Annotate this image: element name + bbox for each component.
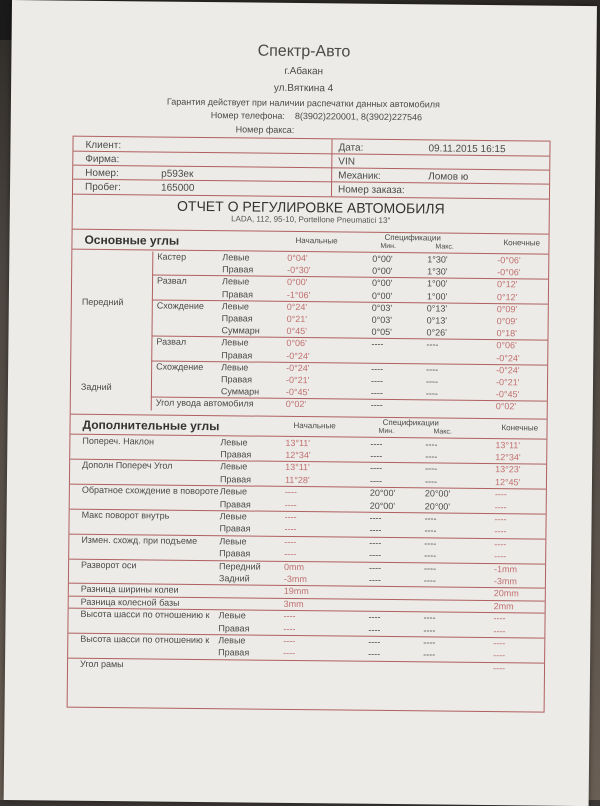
divider	[151, 336, 547, 341]
row-min: ----	[369, 537, 382, 548]
row-min: ----	[370, 463, 383, 474]
row-max: 0°26'	[426, 327, 447, 338]
row-group: Разница колесной базы	[80, 596, 180, 608]
col-max: Макс.	[433, 428, 452, 436]
row-initial: ----	[284, 549, 297, 560]
rear-label: Задний	[80, 381, 112, 393]
row-max: ----	[424, 525, 437, 536]
row-initial: ----	[284, 511, 297, 523]
row-max: ----	[424, 550, 437, 561]
mechanic-value: Ломов ю	[428, 171, 469, 183]
divider	[69, 558, 545, 564]
row-final: 13°23'	[495, 464, 521, 475]
row-initial: 0°45'	[286, 326, 307, 337]
street: ул.Вяткина 4	[273, 82, 334, 95]
phone-value: 8(3902)220001, 8(3902)227546	[294, 110, 423, 123]
row-initial: ----	[284, 499, 297, 510]
row-side: Передний	[219, 560, 261, 572]
row-min: ----	[370, 450, 383, 461]
vin-label: VIN	[338, 156, 356, 168]
row-initial: -0°45'	[285, 387, 310, 398]
divider	[152, 299, 548, 304]
row-final: -0°06'	[497, 255, 521, 266]
divider	[151, 251, 154, 410]
divider	[68, 657, 544, 663]
row-initial: 0°24'	[286, 301, 308, 312]
row-final: 13°11'	[495, 439, 521, 450]
row-max: ----	[423, 649, 436, 660]
row-group: Обратное схождение в повороте	[81, 484, 219, 497]
row-initial: 19mm	[283, 586, 309, 597]
row-max: ----	[424, 476, 438, 487]
row-initial: ----	[284, 524, 297, 535]
row-group: Развал	[156, 336, 187, 348]
row-max: ----	[425, 463, 438, 474]
row-group: Кастер	[157, 251, 187, 262]
row-initial: 12°34'	[285, 449, 311, 461]
row-side: Правая	[219, 498, 251, 510]
col-spec: Спецификации	[384, 232, 441, 243]
row-min: ----	[369, 562, 382, 573]
row-final: ----	[493, 650, 506, 661]
row-initial: -3mm	[283, 573, 308, 585]
row-initial: -0°21'	[285, 374, 310, 386]
row-initial: ----	[283, 648, 296, 659]
col-min: Мин.	[378, 427, 395, 435]
row-max: 20°00'	[424, 488, 451, 499]
row-initial: 0°21'	[286, 313, 308, 325]
row-min: ----	[368, 574, 382, 585]
city: г.Абакан	[284, 65, 324, 78]
row-initial: 11°28'	[284, 474, 310, 485]
row-max: ----	[426, 339, 439, 350]
section-heading: Дополнительные углы	[82, 417, 220, 433]
row-group: Высота шасси по отношению к	[80, 608, 210, 621]
col-final: Конечные	[503, 238, 541, 248]
row-initial: -0°24'	[286, 350, 310, 361]
row-side: Левые	[218, 635, 246, 646]
date-label: Дата:	[338, 142, 364, 154]
row-side: Правая	[222, 264, 254, 275]
row-final: 0°12'	[496, 279, 518, 290]
row-final: -0°24'	[496, 352, 520, 363]
warranty-note: Гарантия действует при наличии распечатки данных автомобиля	[166, 96, 440, 110]
date-value: 09.11.2015 16:15	[428, 143, 506, 156]
row-group: Развал	[157, 275, 187, 287]
row-max: 1°30'	[427, 254, 448, 265]
row-final: 0°06'	[496, 340, 517, 351]
row-min: ----	[369, 475, 383, 486]
number-value: р593ек	[161, 168, 194, 180]
row-max: ----	[423, 612, 436, 623]
report-title: ОТЧЕТ О РЕГУЛИРОВКЕ АВТОМОБИЛЯ	[176, 197, 445, 217]
col-max: Макс.	[435, 243, 454, 251]
row-initial: -1°06'	[286, 289, 311, 300]
row-min: ----	[368, 636, 381, 647]
row-final: ----	[492, 662, 506, 673]
row-initial: ----	[284, 536, 297, 547]
row-initial: 0°06'	[286, 338, 307, 349]
divider	[73, 179, 549, 185]
row-max: ----	[425, 376, 439, 387]
row-min: 0°03'	[371, 314, 393, 325]
row-final: ----	[493, 613, 506, 624]
row-max: ----	[426, 364, 439, 375]
row-final: 0°18'	[496, 328, 517, 339]
row-final: 0°09'	[496, 303, 518, 315]
row-initial: ----	[283, 623, 296, 634]
row-min: ----	[368, 611, 381, 623]
row-side: Левые	[221, 362, 249, 373]
row-initial: ----	[283, 635, 296, 647]
row-final: ----	[493, 625, 506, 636]
company-name: Спектр-Авто	[257, 42, 351, 61]
phone-label: Номер телефона:	[210, 110, 285, 121]
divider	[151, 360, 547, 365]
row-final: 12°45'	[494, 476, 521, 488]
row-final: 0°09'	[496, 316, 518, 327]
phone-line	[211, 110, 422, 122]
mileage-label: Пробег:	[84, 181, 122, 194]
row-max: ----	[424, 562, 437, 574]
row-min: 0°00'	[372, 278, 393, 289]
paper-sheet	[4, 0, 597, 806]
row-group: Угол рамы	[80, 658, 124, 670]
row-group: Разница ширины колеи	[80, 584, 179, 596]
row-final: -0°06'	[497, 267, 521, 278]
row-final: ----	[494, 538, 507, 550]
row-initial: 3mm	[283, 598, 304, 609]
row-initial: ----	[283, 611, 296, 622]
row-max: 0°13'	[426, 315, 448, 326]
row-min: ----	[370, 387, 383, 399]
row-final: -0°45'	[495, 389, 520, 400]
order-label: Номер заказа:	[337, 184, 405, 197]
row-max: ----	[425, 388, 438, 399]
row-side: Правая	[218, 647, 250, 658]
col-initial: Начальные	[295, 235, 338, 246]
row-side: Правая	[220, 374, 253, 385]
row-group: Схождение	[156, 361, 204, 372]
row-side: Левые	[221, 337, 249, 348]
row-group: Дополн Попереч Угол	[82, 460, 173, 472]
row-final: ----	[494, 514, 507, 525]
row-side: Левые	[218, 610, 246, 621]
row-min: ----	[371, 339, 384, 350]
col-min: Мин.	[380, 242, 397, 251]
row-final: ----	[494, 551, 507, 562]
row-side: Левые	[219, 511, 247, 522]
row-group: Измен. схожд. при подъеме	[81, 534, 198, 546]
row-final: -3mm	[493, 576, 517, 587]
row-max: 1°00'	[426, 278, 448, 289]
row-initial: 13°11'	[285, 437, 311, 448]
row-side: Левые	[221, 301, 250, 312]
row-side: Суммарн	[220, 386, 260, 397]
row-min: ----	[370, 375, 384, 386]
row-initial: 0mm	[284, 561, 305, 572]
row-max: ----	[424, 513, 437, 524]
row-side: Суммарн	[221, 325, 260, 336]
row-final: 2mm	[493, 600, 514, 612]
row-min: 20°00'	[369, 487, 396, 499]
row-min: ----	[369, 512, 382, 523]
row-side: Правая	[219, 474, 252, 485]
section-heading: Основные углы	[84, 232, 180, 248]
divider	[72, 249, 548, 255]
report-frame	[67, 136, 551, 713]
row-group: Разворот оси	[81, 559, 137, 570]
row-side: Правая	[219, 548, 251, 559]
row-initial: ----	[284, 487, 297, 498]
row-min: ----	[370, 400, 383, 411]
row-final: 20mm	[493, 588, 519, 599]
row-min: ----	[371, 363, 384, 374]
row-max: ----	[425, 451, 438, 462]
row-max: 20°00'	[424, 500, 451, 512]
row-side: Правая	[220, 449, 252, 460]
row-min: ----	[368, 649, 381, 660]
row-max: ----	[423, 575, 436, 586]
row-final: -0°21'	[495, 377, 520, 388]
row-min: ----	[369, 525, 382, 536]
row-side: Левые	[220, 461, 248, 472]
row-min: 0°00'	[371, 290, 393, 301]
front-label: Передний	[81, 296, 124, 308]
row-side: Правая	[221, 313, 253, 324]
report-subtitle: LADA, 112, 95-10, Portellone Pneumatici 13"	[231, 214, 391, 225]
row-min: 0°00'	[372, 265, 393, 277]
row-side: Левые	[222, 252, 250, 263]
row-side: Левые	[220, 436, 248, 448]
col-final: Конечные	[501, 422, 539, 433]
row-min: ----	[369, 549, 382, 561]
row-final: 12°34'	[495, 452, 521, 463]
row-min: ----	[370, 438, 383, 449]
row-side: Задний	[218, 573, 250, 584]
row-final: ----	[494, 489, 507, 500]
row-initial: 0°04'	[287, 252, 308, 264]
row-min: 20°00'	[369, 500, 396, 511]
row-max: ----	[425, 438, 438, 450]
fax-label: Номер факса:	[235, 124, 295, 135]
row-final: ----	[494, 526, 507, 537]
row-group: Высота шасси по отношению к	[80, 633, 210, 646]
row-min: 0°00'	[372, 253, 393, 265]
row-final: -0°24'	[496, 364, 520, 376]
row-min: 0°05'	[371, 326, 392, 338]
row-side: Правая	[221, 349, 253, 361]
row-final: ----	[494, 501, 507, 512]
row-initial: -0°30'	[287, 265, 311, 276]
row-final: 0°02'	[495, 401, 517, 412]
row-final: ----	[493, 638, 506, 649]
row-group: Угол увода автомобиля	[155, 397, 254, 409]
divider	[73, 165, 549, 171]
row-group: Попереч. Наклон	[82, 435, 155, 447]
row-side: Левые	[219, 486, 248, 497]
row-max: 1°00'	[426, 290, 448, 302]
col-spec: Спецификации	[382, 417, 439, 428]
row-initial: -0°24'	[286, 362, 310, 373]
row-final: 0°12'	[496, 291, 518, 302]
mileage-value: 165000	[160, 182, 195, 194]
row-side: Правая	[219, 523, 251, 534]
firm-label: Фирма:	[85, 153, 120, 166]
col-initial: Начальные	[293, 420, 336, 431]
number-label: Номер:	[85, 167, 119, 180]
row-max: ----	[424, 538, 437, 549]
row-group: Макс поворот внутрь	[81, 509, 170, 521]
row-final: -1mm	[494, 563, 518, 574]
row-min: ----	[368, 624, 381, 635]
row-initial: 13°11'	[285, 462, 310, 473]
row-initial: 0°00'	[287, 277, 308, 288]
row-max: 0°13'	[426, 303, 448, 314]
client-label: Клиент:	[85, 139, 122, 152]
row-side: Правая	[218, 622, 250, 634]
row-max: ----	[423, 624, 436, 636]
row-min: 0°03'	[371, 302, 393, 313]
row-side: Левые	[222, 276, 250, 287]
row-group: Схождение	[156, 300, 204, 311]
mechanic-label: Механик:	[338, 170, 381, 182]
row-max: 1°30'	[427, 266, 448, 277]
row-side: Левые	[219, 535, 247, 547]
row-max: ----	[423, 637, 436, 648]
divider	[152, 275, 548, 280]
row-side: Правая	[221, 288, 254, 300]
row-initial: 0°02'	[285, 399, 307, 410]
